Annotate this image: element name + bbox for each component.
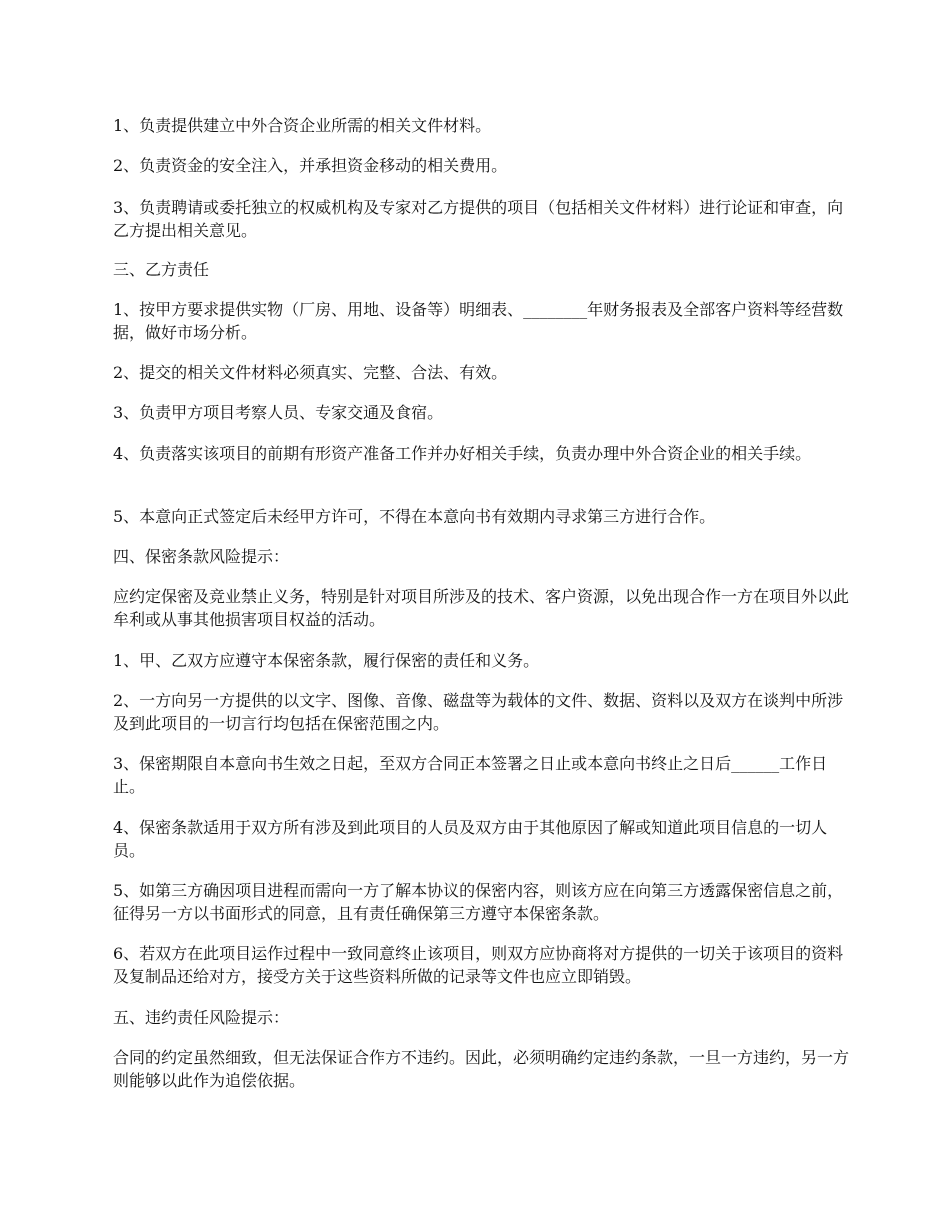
paragraph-item-2: 2、负责资金的安全注入，并承担资金移动的相关费用。 — [113, 156, 508, 175]
paragraph-item-1: 1、负责提供建立中外合资企业所需的相关文件材料。 — [113, 116, 492, 135]
paragraph-confidentiality-4: 4、保密条款适用于双方所有涉及到此项目的人员及双方由于其他原因了解或知道此项目信息的一切人员。 — [113, 818, 828, 860]
paragraph-confidentiality-intro: 应约定保密及竞业禁止义务，特别是针对项目所涉及的技术、客户资源，以免出现合作一方在项目外以此牟利或从事其他损害项目权益的活动。 — [113, 587, 850, 629]
section-heading-breach: 五、违约责任风险提示： — [113, 1008, 290, 1027]
section-heading-party-b: 三、乙方责任 — [113, 260, 210, 279]
paragraph-confidentiality-6: 6、若双方在此项目运作过程中一致同意终止该项目，则双方应协商将对方提供的一切关于该项目的资料及复制品还给对方，接受方关于这些资料所做的记录等文件也应立即销毁。 — [113, 944, 844, 986]
paragraph-breach-intro: 合同的约定虽然细致，但无法保证合作方不违约。因此，必须明确约定违约条款，一旦一方违约，另一方则能够以此作为追偿依据。 — [113, 1048, 850, 1090]
paragraph-confidentiality-2: 2、一方向另一方提供的以文字、图像、音像、磁盘等为载体的文件、数据、资料以及双方在谈判中所涉及到此项目的一切言行均包括在保密范围之内。 — [113, 691, 844, 733]
paragraph-item-b3: 3、负责甲方项目考察人员、专家交通及食宿。 — [113, 403, 444, 422]
section-heading-confidentiality: 四、保密条款风险提示： — [113, 547, 290, 566]
paragraph-item-b1: 1、按甲方要求提供实物（厂房、用地、设备等）明细表、________年财务报表及全部客户资料等经营数据，做好市场分析。 — [113, 300, 844, 342]
paragraph-item-3: 3、负责聘请或委托独立的权威机构及专家对乙方提供的项目（包括相关文件材料）进行论证和审查，向乙方提出相关意见。 — [113, 198, 844, 240]
paragraph-item-b2: 2、提交的相关文件材料必须真实、完整、合法、有效。 — [113, 363, 508, 382]
paragraph-item-b4: 4、负责落实该项目的前期有形资产准备工作并办好相关手续，负责办理中外合资企业的相关手续。 — [113, 444, 812, 463]
paragraph-confidentiality-3: 3、保密期限自本意向书生效之日起，至双方合同正本签署之日止或本意向书终止之日后______工作日止。 — [113, 754, 828, 796]
paragraph-confidentiality-1: 1、甲、乙双方应遵守本保密条款，履行保密的责任和义务。 — [113, 651, 540, 670]
paragraph-item-b5: 5、本意向正式签定后未经甲方许可，不得在本意向书有效期内寻求第三方进行合作。 — [113, 507, 716, 526]
paragraph-confidentiality-5: 5、如第三方确因项目进程而需向一方了解本协议的保密内容，则该方应在向第三方透露保密信息之前，征得另一方以书面形式的同意，且有责任确保第三方遵守本保密条款。 — [113, 881, 844, 923]
